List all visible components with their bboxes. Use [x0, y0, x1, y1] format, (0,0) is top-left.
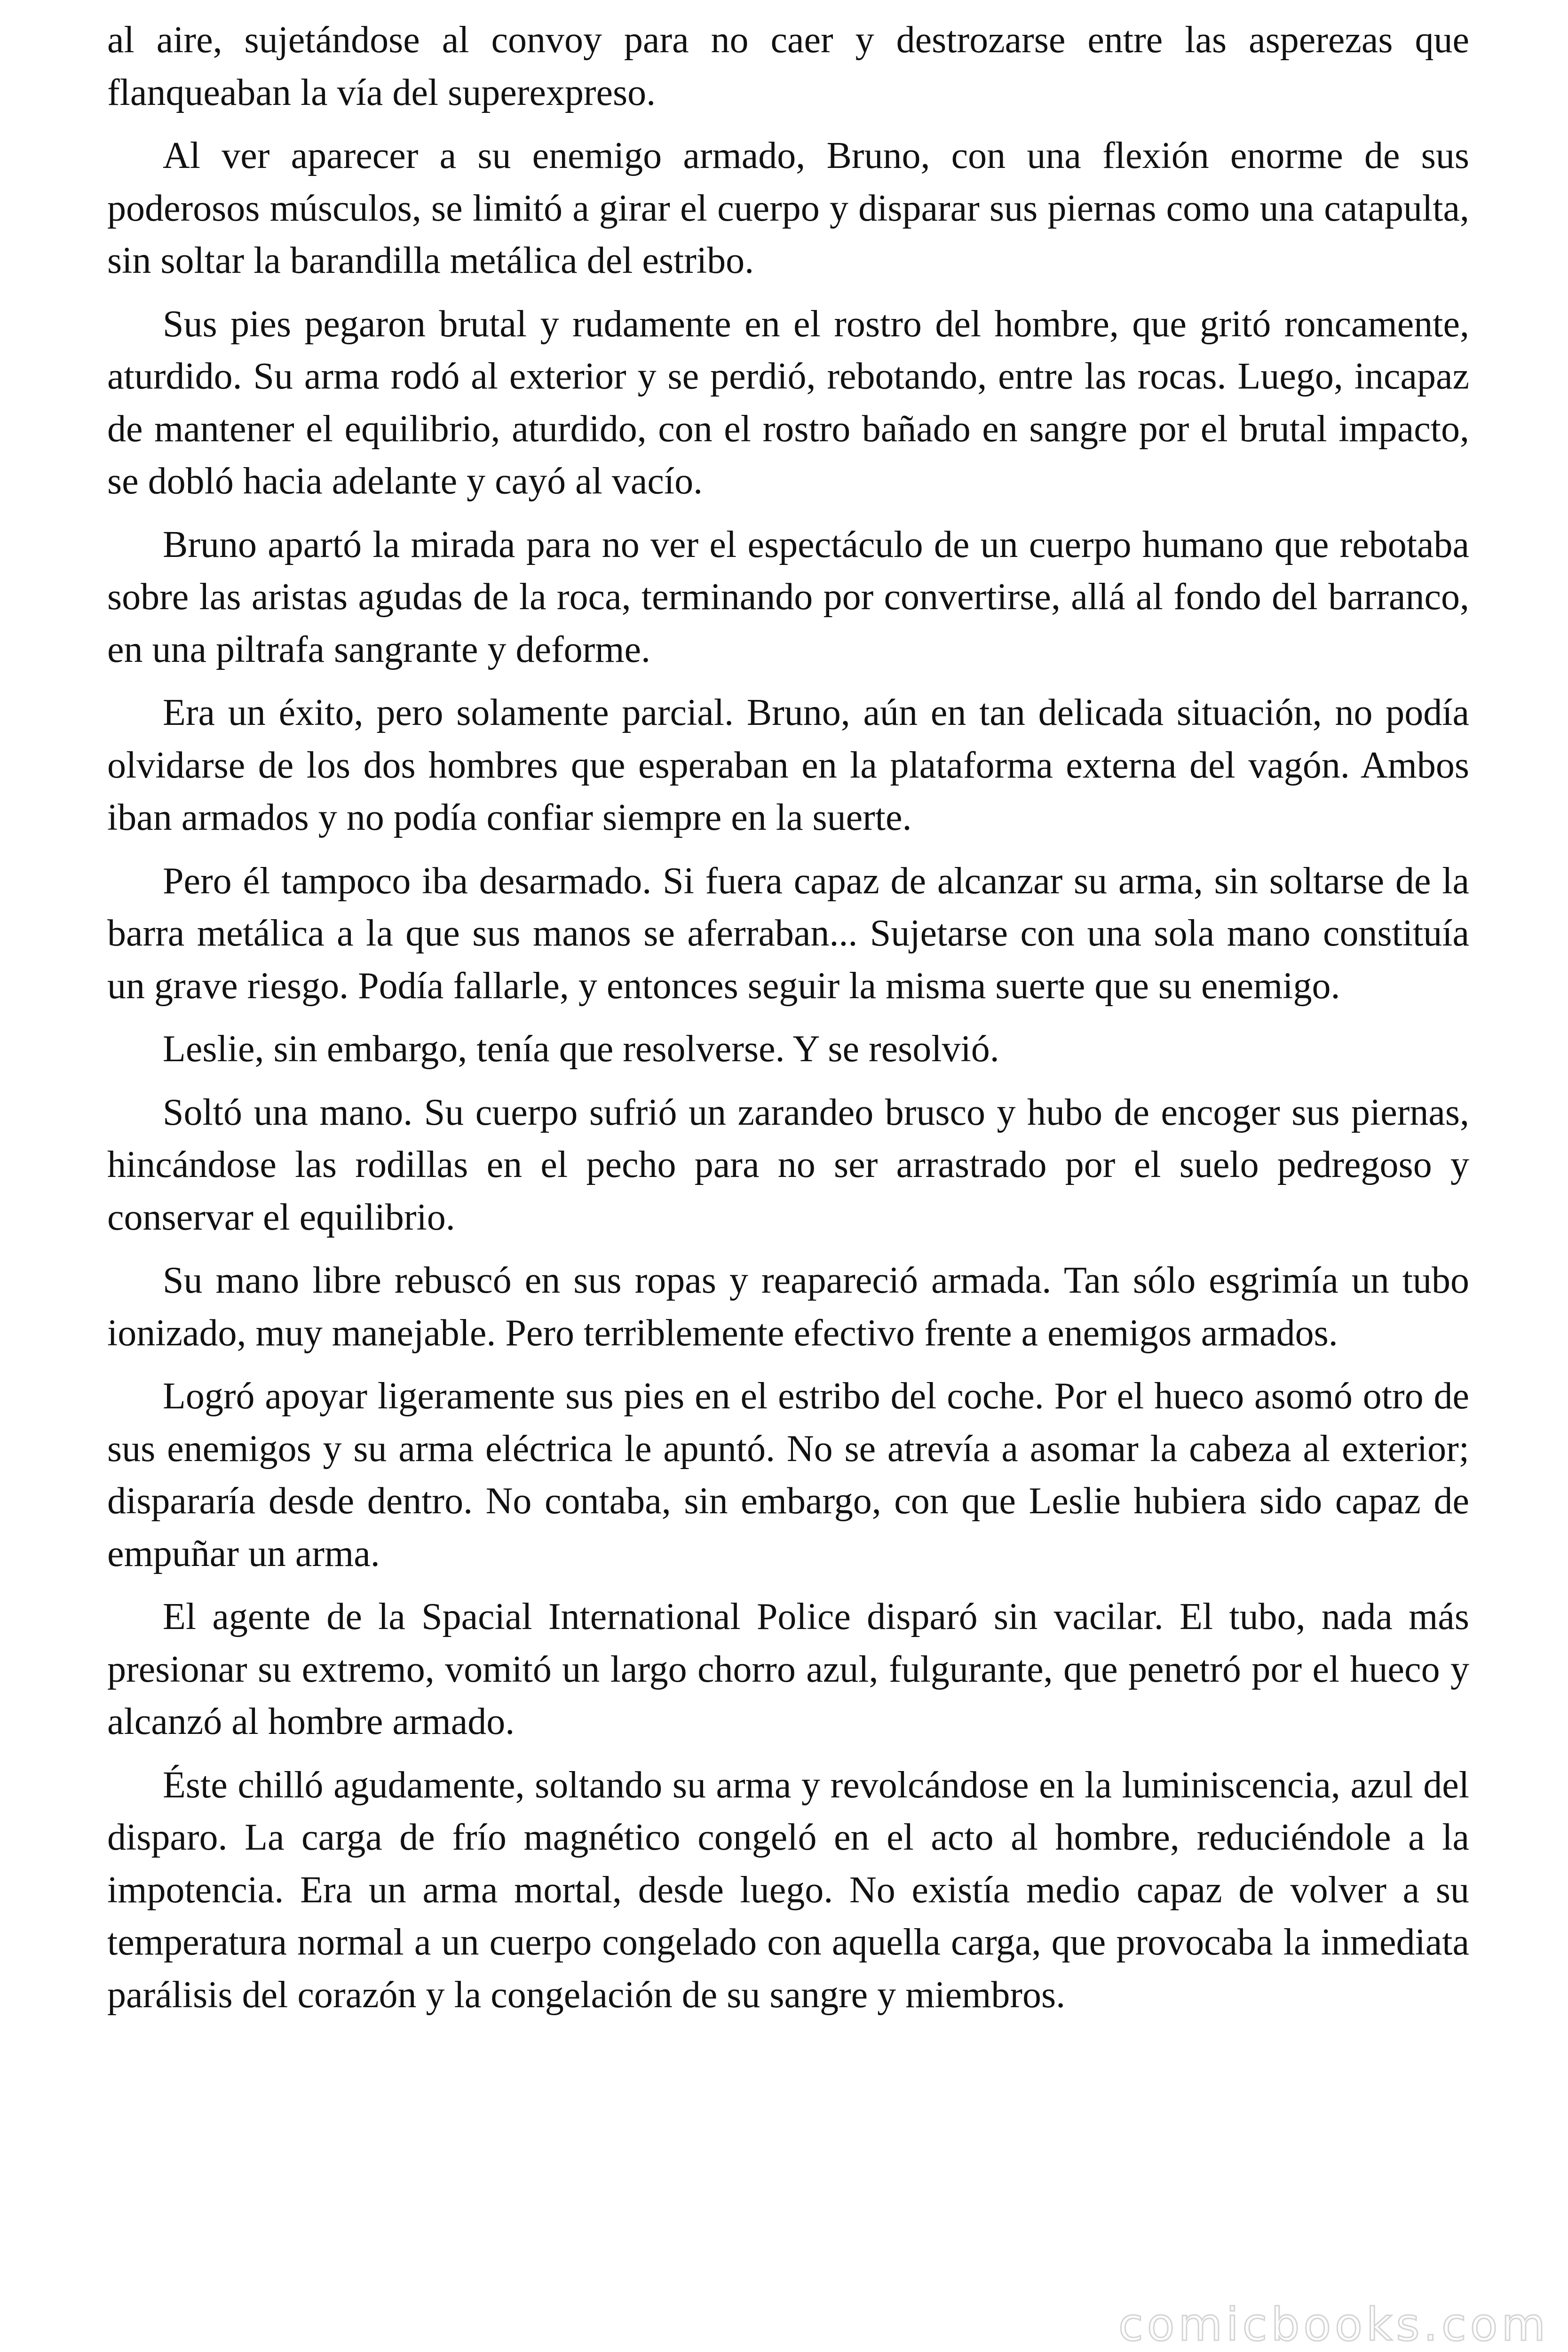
paragraph-7: Leslie, sin embargo, tenía que resolverse. Y se resolvió.	[163, 1028, 999, 1070]
paragraph-3: Sus pies pegaron brutal y rudamente en el rostro del hombre, que gritó roncamente, aturdido. Su arma rodó al exterior y se perdió, rebotando, entre las rocas. Luego, incapaz de mantener el equilibrio, aturdido, con el rostro bañado en sangre por el brutal impacto, se dobló hacia adelante y cayó al vacío.	[107, 303, 1469, 502]
paragraph-11: El agente de la Spacial International Police disparó sin vacilar. El tubo, nada más presionar su extremo, vomitó un largo chorro azul, fulgurante, que penetró por el hueco y alcanzó al hombre armado.	[107, 1596, 1469, 1742]
paragraph-12: Éste chilló agudamente, soltando su arma y revolcándose en la luminiscencia, azul del disparo. La carga de frío magnético congeló en el acto al hombre, reduciéndole a la impotencia. Era un arma mortal, desde luego. No existía medio capaz de volver a su temperatura normal a un cuerpo congelado con aquella carga, que provocaba la inmediata parálisis del corazón y la congelación de su sangre y miembros.	[107, 1764, 1469, 2016]
paragraph-2: Al ver aparecer a su enemigo armado, Bruno, con una flexión enorme de sus poderosos músculos, se limitó a girar el cuerpo y disparar sus piernas como una catapulta, sin soltar la barandilla metálica del estribo.	[107, 135, 1469, 281]
paragraph-1: al aire, sujetándose al convoy para no caer y destrozarse entre las asperezas que flanqueaban la vía del superexpreso.	[107, 19, 1469, 113]
paragraph-8: Soltó una mano. Su cuerpo sufrió un zarandeo brusco y hubo de encoger sus piernas, hincándose las rodillas en el pecho para no ser arrastrado por el suelo pedregoso y conservar el equilibrio.	[107, 1091, 1469, 1238]
paragraph-5: Era un éxito, pero solamente parcial. Bruno, aún en tan delicada situación, no podía olvidarse de los dos hombres que esperaban en la plataforma externa del vagón. Ambos iban armados y no podía confiar siempre en la suerte.	[107, 692, 1469, 838]
watermark: comicbooks.com	[1118, 2298, 1549, 2351]
paragraph-10: Logró apoyar ligeramente sus pies en el estribo del coche. Por el hueco asomó otro de sus enemigos y su arma eléctrica le apuntó. No se atrevía a asomar la cabeza al exterior; dispararía desde dentro. No contaba, sin embargo, con que Leslie hubiera sido capaz de empuñar un arma.	[107, 1375, 1469, 1574]
paragraph-4: Bruno apartó la mirada para no ver el espectáculo de un cuerpo humano que rebotaba sobre las aristas agudas de la roca, terminando por convertirse, allá al fondo del barranco, en una piltrafa sangrante y deforme.	[107, 524, 1469, 670]
document-body	[107, 14, 1469, 2032]
paragraph-9: Su mano libre rebuscó en sus ropas y reapareció armada. Tan sólo esgrimía un tubo ionizado, muy manejable. Pero terriblemente efectivo frente a enemigos armados.	[107, 1260, 1469, 1354]
paragraph-6: Pero él tampoco iba desarmado. Si fuera capaz de alcanzar su arma, sin soltarse de la barra metálica a la que sus manos se aferraban... Sujetarse con una sola mano constituía un grave riesgo. Podía fallarle, y entonces seguir la misma suerte que su enemigo.	[107, 860, 1469, 1007]
